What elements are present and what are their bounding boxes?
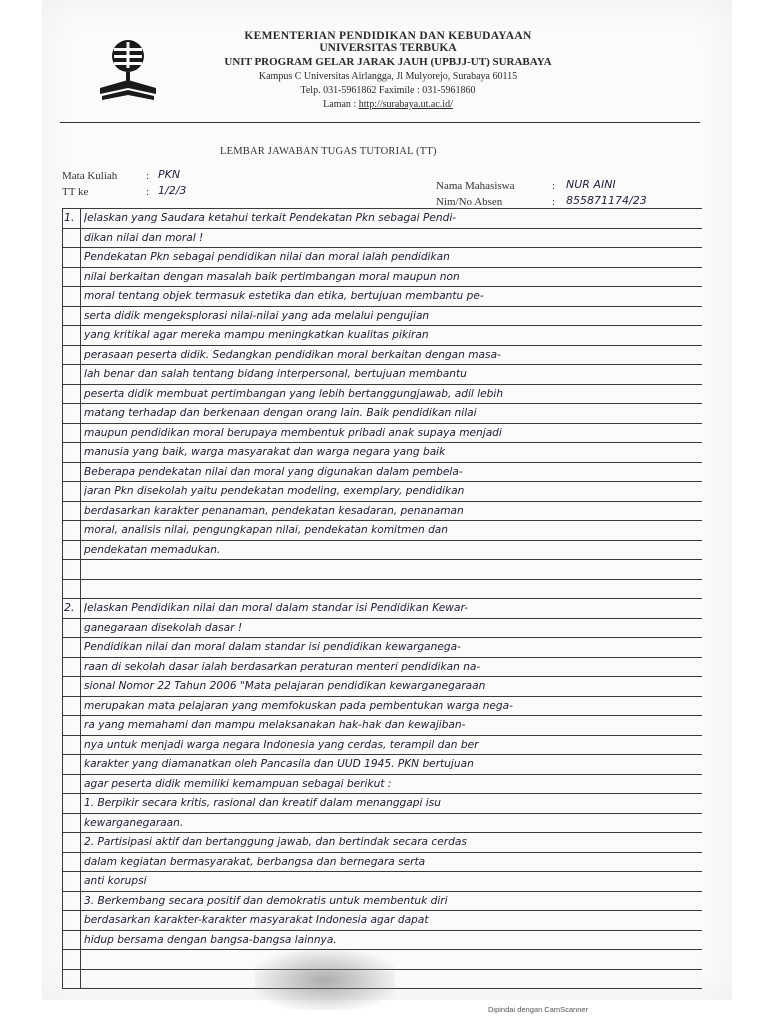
ruled-line (62, 306, 702, 307)
handwritten-line: maupun pendidikan moral berupaya membentuk pribadi anak supaya menjadi (84, 426, 502, 439)
ruled-line (62, 208, 702, 209)
handwritten-line: Jelaskan yang Saudara ketahui terkait Pendekatan Pkn sebagai Pendi- (84, 212, 457, 224)
handwritten-line: ra yang memahami dan mampu melaksanakan hak-hak dan kewajiban- (84, 719, 466, 731)
handwritten-line: yang kritikal agar mereka mampu meningkatkan kualitas pikiran (84, 329, 429, 341)
ruled-line (62, 481, 702, 482)
handwritten-line: manusia yang baik, warga masyarakat dan warga negara yang baik (84, 446, 446, 458)
ruled-line (62, 325, 702, 326)
handwritten-line: lah benar dan salah tentang bidang interpersonal, bertujuan membantu (84, 368, 467, 380)
ruled-line (62, 462, 702, 463)
nim-value: 855871174/23 (566, 194, 647, 207)
ruled-line (62, 657, 702, 658)
handwritten-line: berdasarkan karakter penanaman, pendekatan kesadaran, penanaman (84, 504, 464, 517)
ruled-line (62, 384, 702, 385)
handwritten-line: agar peserta didik memiliki kemampuan sebagai berikut : (84, 777, 392, 790)
answer-grid (62, 208, 702, 988)
mata-kuliah-value: PKN (158, 168, 181, 181)
ruled-line (62, 345, 702, 346)
ruled-line (62, 910, 702, 911)
handwritten-line: matang terhadap dan berkenaan dengan orang lain. Baik pendidikan nilai (84, 407, 477, 419)
ruled-line (62, 501, 702, 502)
university-name: UNIVERSITAS TERBUKA (319, 42, 457, 54)
handwritten-line: kewarganegaraan. (84, 816, 184, 829)
handwritten-line: nya untuk menjadi warga negara Indonesia yang cerdas, terampil dan ber (84, 738, 479, 751)
ruled-line (62, 228, 702, 229)
ruled-line (62, 579, 702, 580)
ruled-line (62, 442, 702, 443)
handwritten-line: Jelaskan Pendidikan nilai dan moral dalam standar isi Pendidikan Kewar- (84, 602, 469, 614)
handwritten-line: anti korupsi (84, 875, 147, 887)
ruled-line (62, 715, 702, 716)
ruled-line (62, 364, 702, 365)
website (188, 99, 588, 110)
ruled-line (62, 696, 702, 697)
nim-row: Nim/No Absen : 855871174/23 (436, 194, 647, 208)
nama-value: NUR AINI (566, 178, 616, 191)
ministry-name: KEMENTERIAN PENDIDIKAN DAN KEBUDAYAAN (244, 30, 532, 42)
handwritten-line: dalam kegiatan bermasyarakat, berbangsa dan bernegara serta (84, 855, 426, 868)
website-label: Laman : (323, 99, 357, 110)
handwritten-line: Pendidikan nilai dan moral dalam standar isi pendidikan kewarganega- (84, 641, 461, 653)
document-title: LEMBAR JAWABAN TUGAS TUTORIAL (TT) (220, 146, 437, 157)
website-url: http://surabaya.ut.ac.id/ (358, 99, 453, 110)
ruled-line (62, 618, 702, 619)
ruled-line (62, 540, 702, 541)
handwritten-line: serta didik mengeksplorasi nilai-nilai yang ada melalui pengujian (84, 309, 430, 322)
handwritten-line: jaran Pkn disekolah yaitu pendekatan modeling, exemplary, pendidikan (84, 485, 465, 497)
letterhead (188, 30, 588, 110)
phone-fax: Telp. 031-5961862 Faximile : 031-5961860 (300, 85, 476, 96)
header-rule (60, 122, 700, 123)
ruled-line (62, 813, 702, 814)
handwritten-line: sional Nomor 22 Tahun 2006 "Mata pelajaran pendidikan kewarganegaraan (84, 680, 486, 692)
ruled-line (62, 520, 702, 521)
handwritten-line: merupakan mata pelajaran yang memfokuskan pada pembentukan warga nega- (84, 699, 513, 712)
ruled-line (62, 423, 702, 424)
handwritten-line: pendekatan memadukan. (84, 543, 221, 556)
unit-name: UNIT PROGRAM GELAR JARAK JAUH (UPBJJ-UT) SURABAYA (224, 56, 552, 68)
tt-ke-label: TT ke (62, 186, 89, 198)
question-number: 2. (64, 601, 75, 614)
handwritten-line: nilai berkaitan dengan masalah baik pertimbangan moral maupun non (84, 270, 460, 283)
address: Kampus C Universitas Airlangga, Jl Mulyorejo, Surabaya 60115 (258, 71, 518, 82)
handwritten-line: karakter yang diamanatkan oleh Pancasila dan UUD 1945. PKN bertujuan (84, 758, 474, 770)
ruled-line (62, 930, 702, 931)
scanner-watermark: Dipindai dengan CamScanner (488, 1005, 589, 1014)
ruled-line (62, 852, 702, 853)
ruled-line (62, 559, 702, 560)
ruled-line (62, 267, 702, 268)
handwritten-line: Pendekatan Pkn sebagai pendidikan nilai dan moral ialah pendidikan (84, 251, 450, 263)
ruled-line (62, 676, 702, 677)
handwritten-line: raan di sekolah dasar ialah berdasarkan peraturan menteri pendidikan na- (84, 660, 481, 673)
ruled-line (62, 598, 702, 599)
ruled-line (62, 637, 702, 638)
nim-label: Nim/No Absen (436, 196, 503, 208)
tt-ke-row: TT ke : 1/2/3 (62, 184, 187, 198)
ruled-line (62, 247, 702, 248)
handwritten-line: 2. Partisipasi aktif dan bertanggung jawab, dan bertindak secara cerdas (84, 836, 467, 848)
mata-kuliah-row: Mata Kuliah : PKN (62, 168, 181, 182)
university-logo (96, 36, 160, 112)
handwritten-line: perasaan peserta didik. Sedangkan pendidikan moral berkaitan dengan masa- (84, 348, 501, 361)
ruled-line (62, 774, 702, 775)
ruled-line (62, 403, 702, 404)
handwritten-line: berdasarkan karakter-karakter masyarakat Indonesia agar dapat (84, 914, 429, 926)
handwritten-line: peserta didik membuat pertimbangan yang lebih bertanggungjawab, adil lebih (84, 387, 504, 400)
handwritten-line: dikan nilai dan moral ! (84, 231, 204, 244)
nama-row: Nama Mahasiswa : NUR AINI (436, 178, 616, 192)
ruled-line (62, 832, 702, 833)
ruled-line (62, 793, 702, 794)
ruled-line (62, 286, 702, 287)
scan-shadow (255, 950, 395, 1010)
nama-label: Nama Mahasiswa (436, 180, 515, 192)
handwritten-line: moral tentang objek termasuk estetika dan etika, bertujuan membantu pe- (84, 290, 484, 302)
handwritten-line: Beberapa pendekatan nilai dan moral yang digunakan dalam pembela- (84, 465, 463, 478)
mata-kuliah-label: Mata Kuliah (62, 170, 118, 182)
tt-ke-value: 1/2/3 (158, 184, 187, 197)
handwritten-line: 1. Berpikir secara kritis, rasional dan kreatif dalam menanggapi isu (84, 797, 441, 809)
ruled-line (62, 871, 702, 872)
handwritten-line: hidup bersama dengan bangsa-bangsa lainnya. (84, 933, 337, 946)
handwritten-line: ganegaraan disekolah dasar ! (84, 621, 243, 634)
handwritten-line: 3. Berkembang secara positif dan demokratis untuk membentuk diri (84, 894, 448, 907)
handwritten-line: moral, analisis nilai, pengungkapan nilai, pendekatan komitmen dan (84, 524, 448, 536)
ruled-line (62, 891, 702, 892)
question-number: 1. (64, 211, 75, 224)
ruled-line (62, 735, 702, 736)
ruled-line (62, 754, 702, 755)
